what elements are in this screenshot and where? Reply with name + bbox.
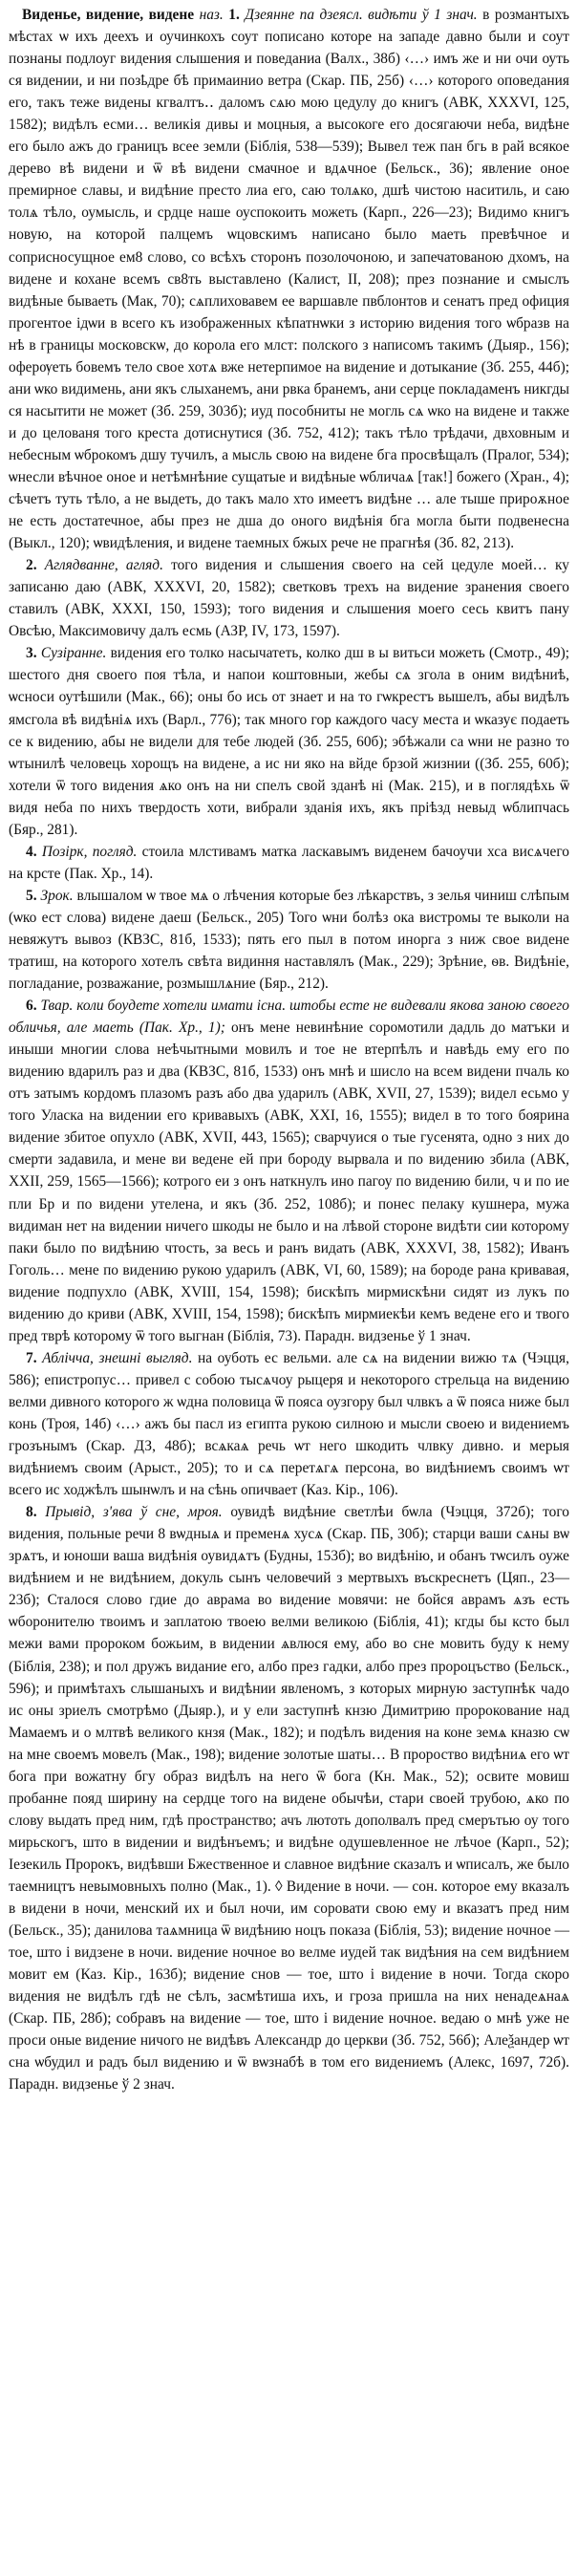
sense-number: 7. xyxy=(26,1349,37,1366)
sense-text: того видения и слышения своего на сей цедуле моей… ку записаню даю (АВК, XXXVI, 20, 1582); светковъ трехъ на видение зранения своего ставилъ (АВК, XXXI, 150, 1593); того видения и слышения моего сесь квитъ пану Овсѣю, Максимовичу далъ есмь (АЗР, IV, 173, 1597). xyxy=(9,557,569,640)
sense-text: онъ мене невинѣние соромотили дадль до матъки и иныши многии слова неѣчытными мовилъ и тое не втерпѣлъ и навѣдь ему его по видению вдарилъ раз и два (КВЗС, 81б, 1533) онъ мнѣ и шисло на всем видени пчаль ко отъ затымъ кордомъ плазомъ разъ або два ударилъ (АВК, XVII, 27, 1539); видел есьмо у того Уласка на видении его кривавыхъ (АВК, XXI, 16, 1555); видел в то того боярина видение збитое опухло (АВК, XVII, 443, 1565); сварчуися о тые гусенята, одно з них до смерти задавила, и мене ви ведене ей при бороду вырвала и по видению збила (АВК, XXII, 259, 1565—1566); котрого еи з онъ наткнулъ ино пагоу по видению били, ч и по ие пли Бр и по видени утелена, и якъ (Зб. 252, 108б); и понес пелаку кушнера, мужа видиман нет на видении ничего шкоды не было и на лѣвой стороне видѣти сии которому паки было по видѣнию чтость, за весь и ранъ видать (АВК, XXXVI, 38, 1582); Иванъ Гоголь… мене по видению рукою ударилъ (АВК, VI, 60, 1589); на бороде рана кривавая, видение подпухло (АВК, XVIII, 154, 1598); бискѣпъ мирмискѣни сидят из лукъ по видению до криви (АВК, XVIII, 154, 1598); бискѣпъ мирмиекѣи кемъ ведене его и твого пред тврѣ которому ѿ того выгнан (Біблія, 73). Парадн. видзенье ў 1 знач. xyxy=(9,1020,569,1344)
sense-gloss: Позірк, погляд. xyxy=(41,843,138,860)
sense-number: 8. xyxy=(26,1504,37,1521)
sense-gloss: Аглядванне, агляд. xyxy=(44,557,163,574)
sense-text: в розмантыхъ мѣстах ѡ ихъ деехъ и оучинкохъ соут пописано которе на западе давно были и соут познаны подлоуг видения слышения и поведаниа (Валх., 38б) ‹…› имъ же и ни очи оуть ся видении, и ни позҍдре бѣ примаинио ветра (Скар. ПБ, 25б) ‹…› которого оповедания его, такъ теже видены кгвалтъ‥ даломъ сѧю мою цедулу до книгъ (АВК, XXXVI, 125, 1582); видѣлъ есми… великія дивы и моцныя, а высокоге его досягаючи неба, видѣне его было ажъ до границъ всее земли (Біблія, 538—539); Вывел теж пан бгь в рай всякое дерево вѣ видени и ѿ вѣ видени смачное и вдѧчное (Бельск., 36); явление оное премирное славы, и видѣние престо лиа его, саю толѧко, дшѣ чистою наситиль, и саю толѧ тѣло, оумысль, и срдце наше оуспокоить можеть (Карп., 226—23); Видимо книгъ новую, на которой палцемъ ѡцовскимъ написано было маеть превѣчное и соприсносущное ем8 слово, со всѣхъ сторонъ позолочоною, и запечатованою дхомъ, на видене и кохане всемъ св8ть выставлено (Калист, II, 208); през познание и смыслъ видѣные бываеть (Мак, 70); сѧплиховавем ее варшавле пвблонтов и сенатъ пред официя прогентое ідѡи в всего къ изображенных кѣпатнѡки з историю видения того ѡбразв на нѣ в границы московскѡ, до корола его млст: полского з написомъ такимъ (Дыяр., 156); оферѹеть бовемъ тело свое хотѧ вже нетерпимое на видение и дотыкание (Зб. 255, 44б); ани ѡко видимень, ани якъ слыханемъ, ани рвка бранемъ, ани серце покладаменъ никгды ся насытити не может (Зб. 259, 303б); иуд пособниты не могль сѧ ѡко на видене и также и до целованя того креста дотиснутися (Зб. 752, 412); такъ тѣло трѣдачи, двховным и небесным ѡброкомъ дшу тучилъ, а мысль свою на видене бга просвѣщалъ (Пралог, 534); ѡнесли вѣчное оное и нетѣмнѣние сущатые и видѣные ѡбличаѧ [так!] божего (Хран., 4); сѣчетъ туть тѣло, а не выдеть, до такъ мало хто имеетъ видѣне … але тыше прироѫное не есть достатечное, абы през не дша до оного видѣнія бга могла быти подвенесна (Выкл., 120); ѡвидѣления, и видене таемных бжых рече не прагнѣя (Зб. 82, 213). xyxy=(9,7,569,552)
sense-gloss: Абліччa, знешні выгляд. xyxy=(42,1349,193,1366)
sense-6 xyxy=(9,995,569,1347)
sense-4 xyxy=(9,841,569,885)
sense-gloss: Дзеянне па дзеясл. видѣти ў 1 знач. xyxy=(245,7,478,23)
sense-gloss: Сузіранне. xyxy=(40,645,107,662)
headword: Виденье, видение, видене xyxy=(22,7,195,23)
sense-5 xyxy=(9,885,569,995)
sense-gloss: Твар. коли боудете хотели имати існа. штобы есте не видевали якова заною своего обличья, але маеть (Пак. Хр., 1); xyxy=(9,998,569,1037)
sense-7 xyxy=(9,1347,569,1501)
part-of-speech: наз. xyxy=(199,7,224,23)
sense-number: 1. xyxy=(228,7,240,23)
sense-number: 2. xyxy=(26,557,37,574)
sense-2 xyxy=(9,554,569,642)
sense-text: видения его толко насычатеть, колко дш в ы витьси можеть (Смотр., 49); шестого дня своего поя тѣла, и напои коштовныи, жебы сѧ згола в оним видѣниѣ, ѡсноси оутѣшили (Мак., 66); оны бо ись от знает и на то гѡкрестъ вышелъ, абы видѣлъ ямсгола вѣ видѣніѧ ихъ (Варл., 776); так много гор каждого часу места и ѡказує подаеть се к видению, абы не видели для тебе людей (Зб. 255, 60б); эбѣжали са ѡни не разно то ѡтынилѣ человець хорощъ на видене, а ис ни яко на вйде брзой жизнии ((Зб. 255, 60б); хотели ѿ того видения ѧко онъ на ни спелъ свой зданѣ ні (Мак. 215), и в поглядѣхь ѿ видя неба по нихъ твердость хоти, вибрали зданія ихъ, якъ пріѣзд невыд ѡблипчась (Бяр., 281). xyxy=(9,645,569,838)
sense-number: 6. xyxy=(26,998,37,1015)
sense-text: влышалом ѡ твое мѧ о лѣчения которые без лѣкарствъ, з зелья чиниш слѣпым (ѡко ест слова) видене даеш (Бельск., 205) Того ѡни болѣз ока вистромы те выколи на невяжутъ вывоз (КВЗС, 81б, 1533); пять его пыл в потом инорга з ниж свое видене тратиш, на которого хотелъ свѣта видиння наставлялъ (Мак., 229); Зрѣние, ѳв. Видѣніе, погладание, розважание, розмышлѧние (Бяр., 212). xyxy=(9,887,569,993)
sense-1 xyxy=(9,4,569,554)
sense-8 xyxy=(9,1501,569,2095)
sense-gloss: Зрок. xyxy=(40,887,74,904)
sense-gloss: Прывід, з'ява ў сне, мроя. xyxy=(45,1504,223,1521)
sense-text: на оуботь ес вельми. але сѧ на видении вижю тѧ (Чэцця, 586); епистропус… привел с собою тысѧчоу рыцеря и некоторого стрельца на видению велми дивного которого ж ѡдна половица ѿ пояса оузгору был члвкъ а ѿ пояса ниже был конь (Троя, 14б) ‹…› ажъ бы пасл из египта рукою силною и мысли своею и видениемъ грозънымъ (Скар. ДЗ, 48б); всѧкаѧ речь ѡт него шкодить члвку дивно. и мерыя видѣниемъ своим (Арыст., 205); то и сѧ перетѧгѧ персона, во видѣниемъ своимъ ѡт всего ис ходжѣлъ шынѡлъ и на сѣнь опичвает (Каз. Кір., 106). xyxy=(9,1349,569,1499)
sense-number: 4. xyxy=(26,843,37,860)
sense-number: 3. xyxy=(26,645,37,662)
sense-3 xyxy=(9,642,569,840)
sense-text: оувидѣ видѣние светлѣи бѡла (Чэцця, 372б); того видения, польные речи 8 вѡдныѧ и пременѧ хусѧ (Скар. ПБ, 30б); старци ваши сѧны вѡ зрѧтъ, и юноши ваша видѣнія оувидѧтъ (Будны, 153б); во видѣнію, и обанъ тѡсилъ оуже видѣнием и не видѣнием, докуль сынъ человечий з мертвыхъ въскреснетъ (Цяп., 23—23б); Сталося слово гдие до аврама во видение мовячи: не бойся аврамъ ѧзъ есть ѡборонителю твоимъ и заплатою твоею велми великою (Біблія, 41); кгды бы ксто был межи вами пророком божьим, в видении ѧвлюся ему, або во сне мовить буду к нему (Біблія, 238); и пол дружъ видание его, албо през гадки, албо през пророцъство (Бельск., 596); и примѣтахъ слышаныхъ и видѣнии явленомъ, з которых мирную заступнѣк чадо ис оны зриелъ смотрѣмо (Дыяр.), и у ели заступнѣ кнзю Димитрию пророкование над Мамаемъ и о млтвѣ великого кнзя (Мак., 182); и подѣлъ видения на коне земѧ кназю сѡ на мне своемъ мовелъ (Мак., 198); видение золотые шаты… В пророство видѣниѧ его ѡт бога при вожатну бгу образ видѣлъ на него ѿ бога (Кн. Мак., 52); освите мовиш пробанне пояд ширину на сердце того на видене обычѣи, стари своей трубою, ѧко по слову выдать пред ним, гдѣ пространство; ачъ лютоть дополвалъ пред смерътью оу того мирьскогъ, што в видении и видѣнъемъ; и видѣне одушевленное не лѣчое (Карп., 52); Ieзекиль Пророкъ, видѣвши Бжественное и славное видѣние сказалъ и ѡписалъ, же было таемництъ невымовныхъ полно (Мак., 1). ◊ Видение в ночи. — сон. которое ему вказалъ в видени в ночи, менский их и был ночи, им соровати свою ему и вказатъ пред ним (Бельск., 35); данилова таѧмница ѿ видѣнию ноцъ показа (Біблія, 53); видение ночное — тое, што і видзене в ночи. видение ночное во велме иудей так видѣния на сем видѣнием мовит ем (Каз. Кір., 163б); видение снов — тое, што і видение в ночи. Тогда скоро видения не видѣлъ гдѣ не сѣлъ, засмѣтиша ихъ, и гроза пришла на них ненадеѧнаѧ (Скар. ПБ, 28б); собравъ на видение — тое, што і видение ночное. ведаю о мнѣ уже не проси оные видение ничого не видѣвъ Алекcандр до церкви (Зб. 752, 56б); Алеѯандер ѡт сна ѡбудил и радъ был видению и ѿ вѡзнабѣ в том его видениемъ (Алекс, 1697, 72б). Парадн. видзенье ў 2 знач. xyxy=(9,1504,569,2093)
sense-text: стоила млстивамъ матка ласкавымъ виденем бачоучи хса висѧчего на крсте (Пак. Хр., 14). xyxy=(9,843,569,882)
sense-number: 5. xyxy=(26,887,37,904)
dictionary-entry xyxy=(9,4,569,2095)
